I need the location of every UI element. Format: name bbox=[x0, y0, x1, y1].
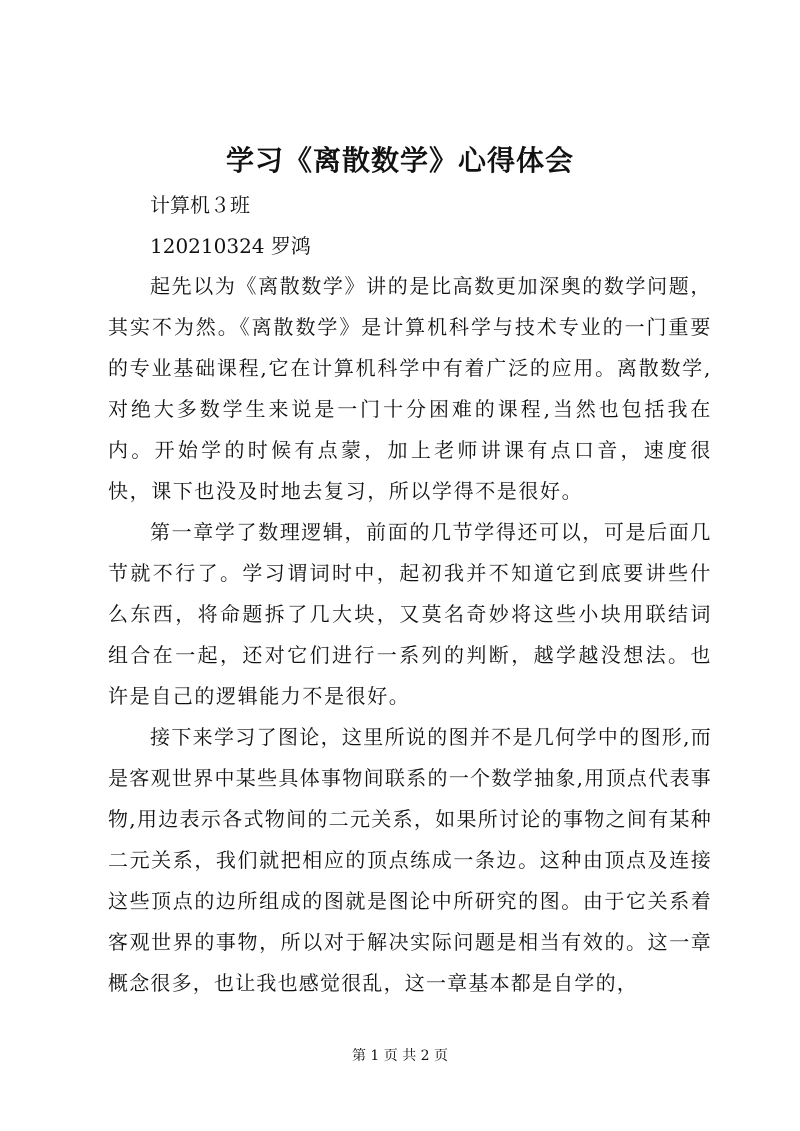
paragraph: 第一章学了数理逻辑，前面的几节学得还可以，可是后面几节就不行了。学习谓词时中，起初我并不知道它到底要讲些什么东西，将命题拆了几大块，又莫名奇妙将这些小块用联结词组合在一起，还对它们进行一系列的判断，越学越没想法。也许是自己的逻辑能力不是很好。 bbox=[108, 520, 712, 708]
class-name: 计算机３班 bbox=[150, 193, 250, 217]
document-title: 学习《离散数学》心得体会 bbox=[225, 144, 574, 177]
paragraph: 接下来学习了图论，这里所说的图并不是几何学中的图形,而是客观世界中某些具体事物间联系的一个数学抽象,用顶点代表事物,用边表示各式物间的二元关系，如果所讨论的事物之间有某种二元关系，我们就把相应的顶点练成一条边。这种由顶点及连接这些顶点的边所组成的图就是图论中所研究的图。由于它关系着客观世界的事物，所以对于解决实际问题是相当有效的。这一章概念很多，也让我也感觉很乱，这一章基本都是自学的， bbox=[108, 725, 712, 995]
paragraph: 起先以为《离散数学》讲的是比高数更加深奥的数学问题，其实不为然。《离散数学》是计算机科学与技术专业的一门重要的专业基础课程,它在计算机科学中有着广泛的应用。离散数学,对绝大多数学生来说是一门十分困难的课程,当然也包括我在内。开始学的时候有点蒙，加上老师讲课有点口音，速度很快，课下也没及时地去复习，所以学得不是很好。 bbox=[108, 274, 712, 503]
page-footer: 第 1 页 共 2 页 bbox=[351, 1048, 449, 1064]
author-line: 120210324 罗鸿 bbox=[150, 234, 311, 258]
document-body bbox=[108, 266, 712, 1004]
